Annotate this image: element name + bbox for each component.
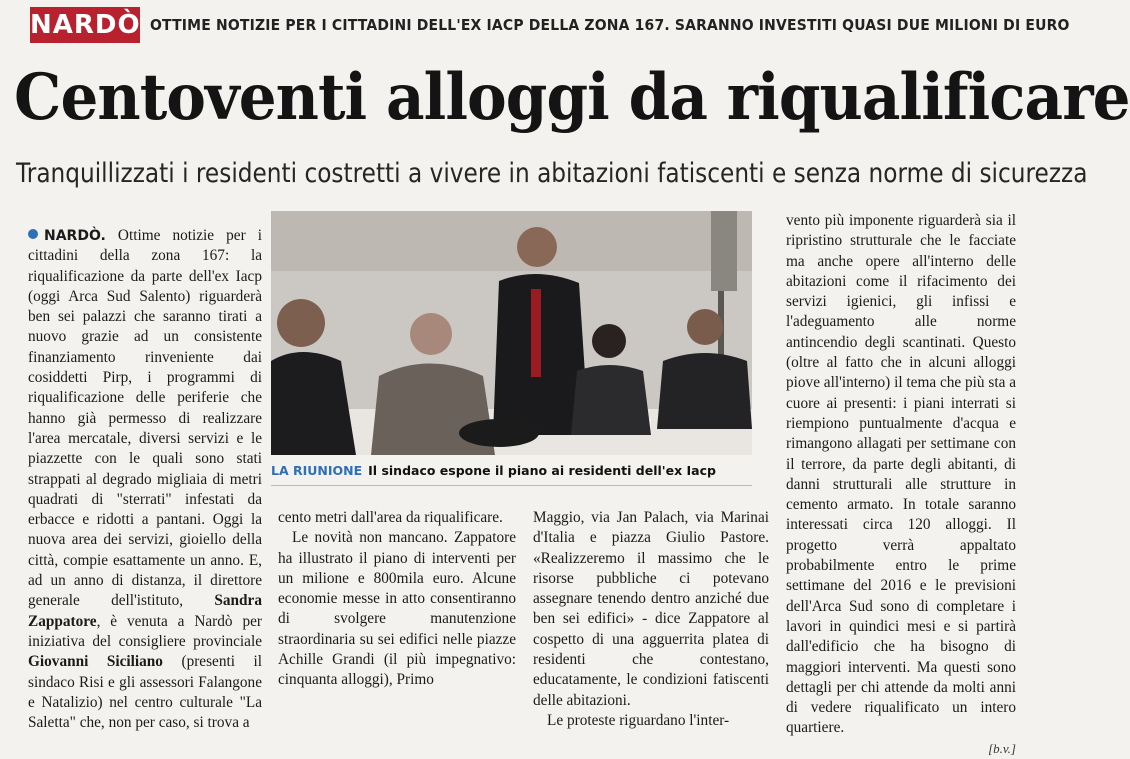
article-column-1 bbox=[28, 226, 262, 732]
article-column-2 bbox=[278, 508, 516, 718]
kicker: OTTIME NOTIZIE PER I CITTADINI DELL'EX IACP DELLA ZONA 167. SARANNO INVESTITI QUASI DUE MILIONI DI EURO bbox=[150, 16, 1070, 34]
article-column-4 bbox=[786, 211, 1017, 756]
photo-caption bbox=[271, 457, 752, 486]
body-text: Ottime notizie per i cittadini della zona 167: la riqualificazione da parte dell'ex Iacp (oggi Arca Sud Salento) riguarderà ben sei palazzi che saranno tirati a nuovo grazie ad un consistente finanziamento rinveniente dai cosiddetti Pirp, i programmi di riqualificazione delle periferie che hanno già permesso di realizzare l'area mercatale, diversi servizi e le piazzette con le quali sono stati strappati al degrado migliaia di metri quadrati di "sterrati" infestati da erbacce e ridotti a pantani. Oggi la nuova area dei servizi, gioiello della città, compie esattamente un anno. E, ad un anno di distanza, il direttore generale dell'istituto, bbox=[28, 227, 262, 610]
author-signature: [b.v.] bbox=[988, 740, 1016, 756]
caption-label: LA RIUNIONE bbox=[271, 463, 363, 478]
body-text: (presenti il sindaco Risi e gli assessori Falangone e Natalizio) nel centro culturale "La Saletta" che, non per caso, si trova a bbox=[28, 653, 262, 732]
subheadline: Tranquillizzati i residenti costretti a vivere in abitazioni fatiscenti e senza norme di sicurezza bbox=[16, 158, 1088, 189]
section-tag: NARDÒ bbox=[30, 7, 140, 43]
caption-text: Il sindaco espone il piano ai residenti dell'ex Iacp bbox=[368, 463, 716, 478]
headline: Centoventi alloggi da riqualificare bbox=[14, 60, 1130, 135]
body-paragraph: Le novità non mancano. Zappatore ha illustrato il piano di interventi per un milione e 800mila euro. Alcune economie messe in atto consentiranno di svolgere manutenzione straordinaria su sei edifici nelle piazze Achille Grandi (il più impegnativo: cinquanta alloggi), Primo bbox=[278, 529, 516, 689]
bullet-icon bbox=[28, 229, 38, 239]
dateline: NARDÒ. bbox=[44, 228, 106, 244]
body-paragraph: cento metri dall'area da riqualificare. bbox=[278, 509, 503, 526]
meeting-photo bbox=[271, 211, 752, 455]
person-name: Giovanni Siciliano bbox=[28, 653, 163, 671]
meeting-photo-illustration bbox=[271, 211, 752, 455]
body-paragraph: Le proteste riguardano l'inter- bbox=[547, 711, 730, 729]
body-paragraph: Maggio, via Jan Palach, via Marinai d'Italia e piazza Giulio Pastore. «Realizzeremo il massimo che le risorse pubbliche ci potevano assegnare tenendo dentro anziché due ben sei edifici» - dice Zappatore al cospetto di una agguerrita platea di residenti che contestano, educatamente, le condizioni fatiscenti delle abitazioni. bbox=[533, 509, 769, 709]
person-name: Sandra Zappatore bbox=[28, 592, 262, 630]
article-column-3 bbox=[533, 508, 769, 729]
body-paragraph: vento più imponente riguarderà sia il ripristino strutturale che le facciate ma anche opere all'interno delle abitazioni come il rifacimento dei servizi igienici, gli infissi e l'adeguamento alle norme antincendio degli scantinati. Questo (oltre al fatto che in alcuni alloggi piove all'interno) il tema che più sta a cuore ai presenti: i piani interrati si riempiono puntualmente d'acqua e rimangono allagati per settimane con il terrore, da parte degli abitanti, di danni strutturali alle strutture in cemento armato. In totale saranno interessati circa 120 alloggi. Il progetto verrà appaltato probabilmente entro le prime settimane del 2016 e le previsioni dell'Arca Sud sono di completare i lavori in quindici mesi e si partirà dall'edificio che ha bisogno di maggiori interventi. Ma questi sono dettagli per chi attende da molti anni di vedere riqualificato un intero quartiere. bbox=[786, 212, 1017, 737]
body-text: , è venuta a Nardò per iniziativa del consigliere provinciale bbox=[28, 612, 262, 650]
